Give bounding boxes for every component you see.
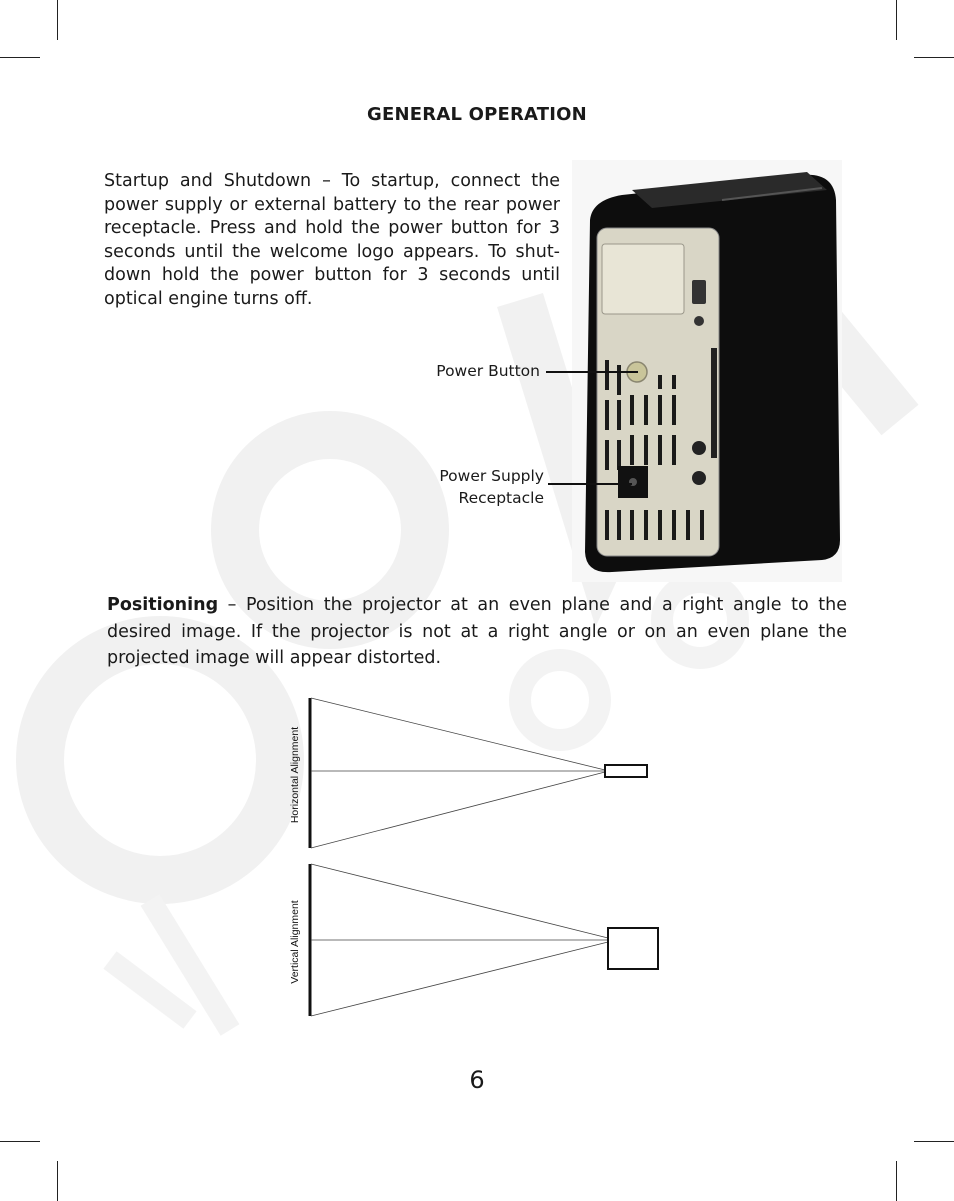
horizontal-ray-top — [311, 698, 605, 770]
horizontal-projector — [605, 765, 647, 777]
alignment-diagram — [280, 690, 680, 1030]
power-supply-label-line2: Receptacle — [458, 489, 544, 507]
vertical-ray-bottom — [311, 942, 608, 1016]
page-number: 6 — [469, 1066, 485, 1094]
power-supply-label — [390, 465, 544, 509]
horizontal-alignment-label: Horizontal Alignment — [289, 726, 301, 824]
horizontal-ray-bottom — [311, 772, 605, 848]
page-title: GENERAL OPERATION — [367, 104, 587, 125]
vertical-ray-top — [311, 864, 608, 938]
power-button-label: Power Button — [436, 362, 540, 380]
positioning-paragraph — [107, 592, 847, 672]
positioning-text: – Position the projector at an even plane and a right angle to the desired image. If the projector is not at a right angle or on an even plane the projected image will appear distorted. — [107, 595, 847, 668]
vertical-alignment-label: Vertical Alignment — [289, 900, 301, 984]
power-supply-label-line1: Power Supply — [439, 467, 544, 485]
positioning-lead: Positioning — [107, 595, 219, 615]
vertical-projector — [608, 928, 658, 969]
startup-shutdown-paragraph: Startup and Shutdown – To startup, connect the power supply or external battery to the rear power receptacle. Press and hold the power button for 3 seconds until the welcome logo appears. To shut-down hold the power button for 3 seconds until optical engine turns off. — [104, 171, 560, 309]
